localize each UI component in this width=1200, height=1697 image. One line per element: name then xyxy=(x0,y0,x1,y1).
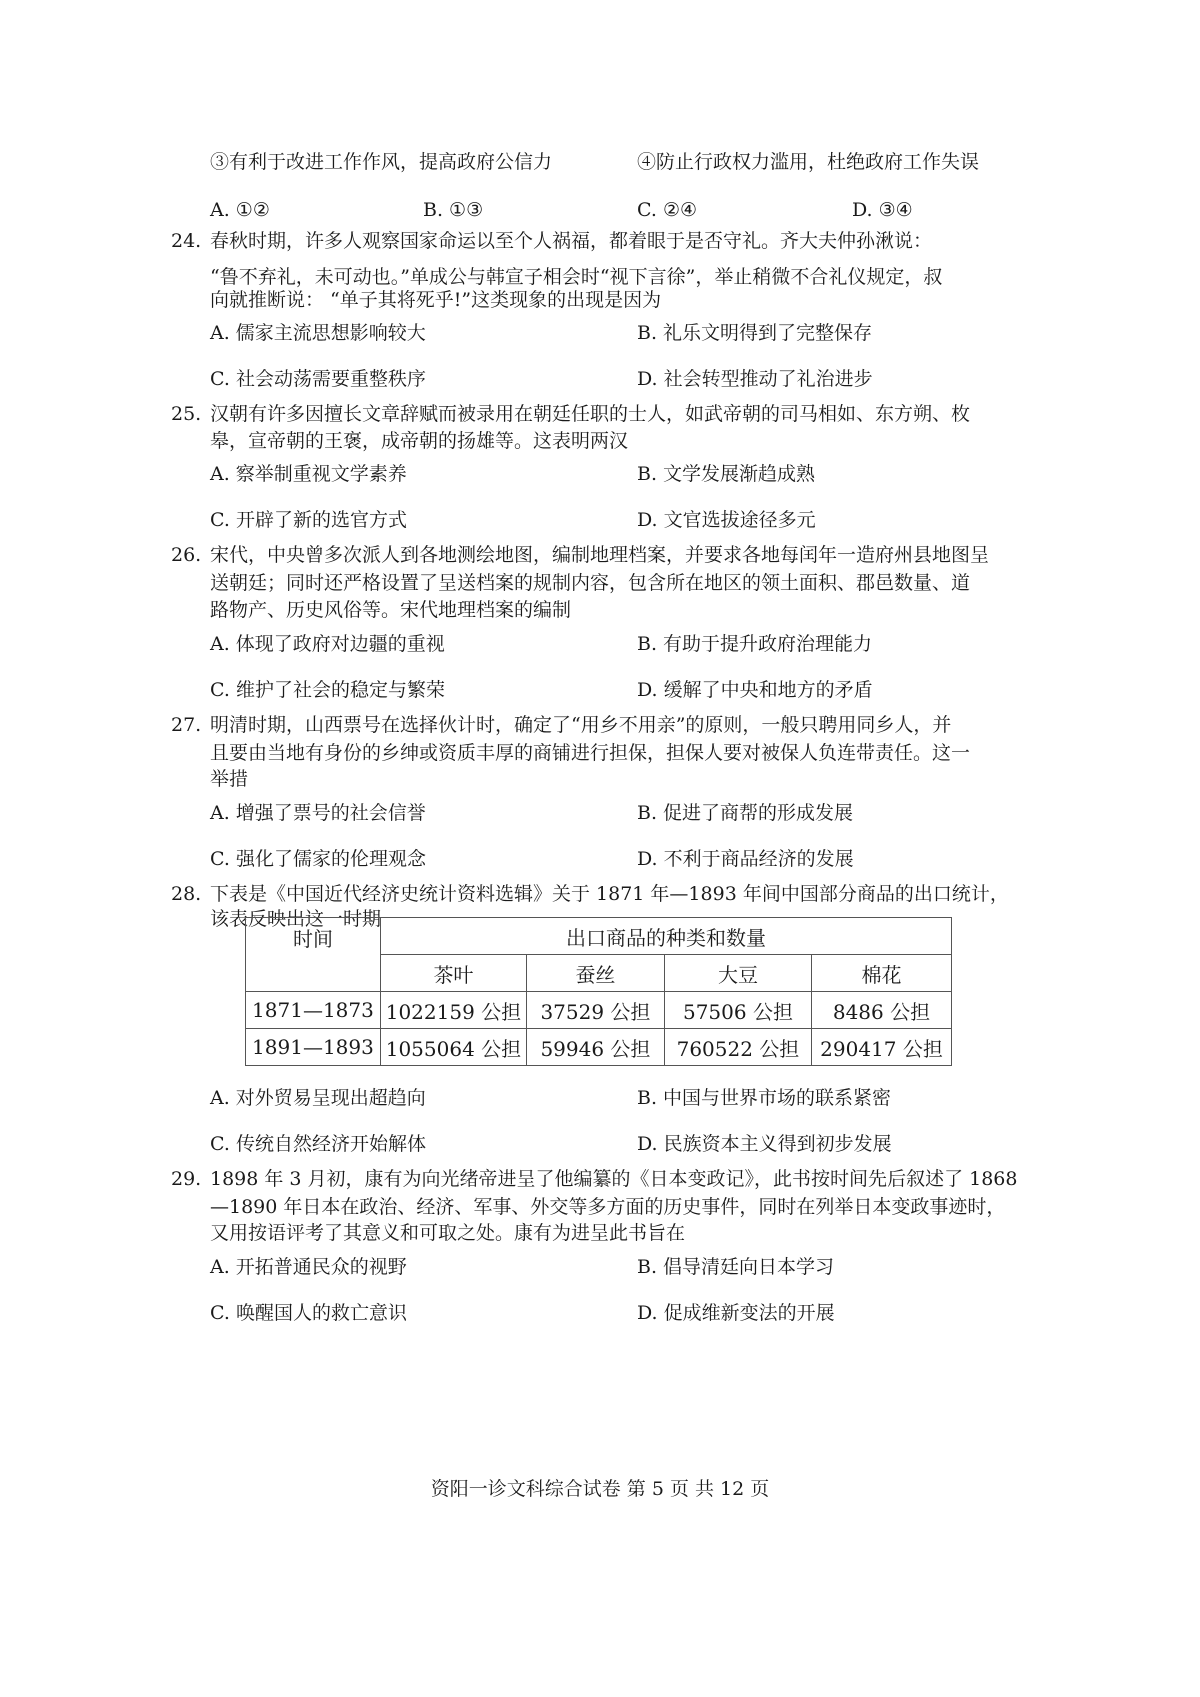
table-cell: 8486 公担 xyxy=(812,992,952,1029)
q26-option-c: C. 维护了社会的稳定与繁荣 xyxy=(210,679,445,701)
q26-number: 26. xyxy=(171,544,202,566)
q25-option-a: A. 察举制重视文学素养 xyxy=(210,463,407,485)
q28-option-c: C. 传统自然经济开始解体 xyxy=(210,1133,426,1155)
q24-stem-line: 向就推断说： “单子其将死乎!”这类现象的出现是因为 xyxy=(210,289,662,311)
table-row xyxy=(246,992,952,1029)
prev-item-3: ③有利于改进工作作风，提高政府公信力 xyxy=(210,151,553,173)
q29-stem-line: —1890 年日本在政治、经济、军事、外交等多方面的历史事件，同时在列举日本变政事迹时， xyxy=(210,1196,1006,1218)
q29-stem-line: 1898 年 3 月初，康有为向光绪帝进呈了他编纂的《日本变政记》，此书按时间先后叙述了 1868 xyxy=(210,1168,1018,1190)
table-cell: 1055064 公担 xyxy=(380,1029,526,1066)
q26-stem-line: 路物产、历史风俗等。宋代地理档案的编制 xyxy=(210,599,572,621)
q29-option-a: A. 开拓普通民众的视野 xyxy=(210,1256,407,1278)
prev-option-c: C. ②④ xyxy=(637,199,698,221)
q24-option-c: C. 社会动荡需要重整秩序 xyxy=(210,368,426,390)
table-cell: 57506 公担 xyxy=(664,992,811,1029)
table-cell: 37529 公担 xyxy=(526,992,664,1029)
q26-option-a: A. 体现了政府对边疆的重视 xyxy=(210,633,445,655)
q27-number: 27. xyxy=(171,714,202,736)
table-header-cotton: 棉花 xyxy=(812,955,952,992)
q29-option-c: C. 唤醒国人的救亡意识 xyxy=(210,1302,407,1324)
q26-stem-line: 送朝廷；同时还严格设置了呈送档案的规制内容，包含所在地区的领土面积、郡邑数量、道 xyxy=(210,572,971,594)
q25-option-d: D. 文官选拔途径多元 xyxy=(637,509,816,531)
table-header-soybean: 大豆 xyxy=(664,955,811,992)
table-header-silk: 蚕丝 xyxy=(526,955,664,992)
q26-option-b: B. 有助于提升政府治理能力 xyxy=(637,633,873,655)
prev-option-d: D. ③④ xyxy=(852,199,913,221)
table-header-time: 时间 xyxy=(246,918,381,992)
q27-stem-line: 举措 xyxy=(210,768,249,790)
page-footer: 资阳一诊文科综合试卷 第 5 页 共 12 页 xyxy=(430,1478,770,1500)
q25-stem-line: 皋，宣帝朝的王褒，成帝朝的扬雄等。这表明两汉 xyxy=(210,430,629,452)
table-cell: 1022159 公担 xyxy=(380,992,526,1029)
table-cell-period: 1871—1873 xyxy=(246,992,381,1029)
q27-option-b: B. 促进了商帮的形成发展 xyxy=(637,802,854,824)
q25-number: 25. xyxy=(171,403,202,425)
q24-stem-line: “鲁不弃礼，未可动也。”单成公与韩宣子相会时“视下言徐”，举止稍微不合礼仪规定，叔 xyxy=(210,266,943,288)
prev-option-b: B. ①③ xyxy=(423,199,484,221)
q26-stem-line: 宋代，中央曾多次派人到各地测绘地图，编制地理档案，并要求各地每闰年一造府州县地图呈 xyxy=(210,544,990,566)
q28-number: 28. xyxy=(171,883,202,905)
table-header-goods-group: 出口商品的种类和数量 xyxy=(380,918,951,955)
q24-option-d: D. 社会转型推动了礼治进步 xyxy=(637,368,873,390)
q24-number: 24. xyxy=(171,230,202,252)
q24-option-b: B. 礼乐文明得到了完整保存 xyxy=(637,322,873,344)
q28-option-d: D. 民族资本主义得到初步发展 xyxy=(637,1133,892,1155)
q27-option-c: C. 强化了儒家的伦理观念 xyxy=(210,848,426,870)
table-cell: 760522 公担 xyxy=(664,1029,811,1066)
q27-stem-line: 明清时期，山西票号在选择伙计时，确定了“用乡不用亲”的原则，一般只聘用同乡人，并 xyxy=(210,714,952,736)
q25-option-c: C. 开辟了新的选官方式 xyxy=(210,509,407,531)
q29-option-d: D. 促成维新变法的开展 xyxy=(637,1302,835,1324)
q24-stem-line: 春秋时期，许多人观察国家命运以至个人祸福，都着眼于是否守礼。齐大夫仲孙湫说： xyxy=(210,230,933,252)
q27-stem-line: 且要由当地有身份的乡绅或资质丰厚的商铺进行担保，担保人要对被保人负连带责任。这一 xyxy=(210,742,971,764)
q27-option-a: A. 增强了票号的社会信誉 xyxy=(210,802,426,824)
table-header-tea: 茶叶 xyxy=(380,955,526,992)
q29-number: 29. xyxy=(171,1168,202,1190)
q29-option-b: B. 倡导清廷向日本学习 xyxy=(637,1256,835,1278)
q29-stem-line: 又用按语评考了其意义和可取之处。康有为进呈此书旨在 xyxy=(210,1222,686,1244)
q28-option-a: A. 对外贸易呈现出超趋向 xyxy=(210,1087,426,1109)
prev-option-a: A. ①② xyxy=(210,199,270,221)
table-cell-period: 1891—1893 xyxy=(246,1029,381,1066)
table-row xyxy=(246,1029,952,1066)
prev-item-4: ④防止行政权力滥用，杜绝政府工作失误 xyxy=(637,151,980,173)
q28-option-b: B. 中国与世界市场的联系紧密 xyxy=(637,1087,892,1109)
q25-stem-line: 汉朝有许多因擅长文章辞赋而被录用在朝廷任职的士人，如武帝朝的司马相如、东方朔、枚 xyxy=(210,403,971,425)
q28-stem-line: 该表反映出这一时期 xyxy=(210,908,382,930)
q26-option-d: D. 缓解了中央和地方的矛盾 xyxy=(637,679,873,701)
q25-option-b: B. 文学发展渐趋成熟 xyxy=(637,463,816,485)
q28-stem-line: 下表是《中国近代经济史统计资料选辑》关于 1871 年—1893 年间中国部分商品的出口统计， xyxy=(210,883,1009,905)
table-cell: 59946 公担 xyxy=(526,1029,664,1066)
table-cell: 290417 公担 xyxy=(812,1029,952,1066)
q27-option-d: D. 不利于商品经济的发展 xyxy=(637,848,854,870)
q24-option-a: A. 儒家主流思想影响较大 xyxy=(210,322,426,344)
export-table xyxy=(245,917,952,1066)
